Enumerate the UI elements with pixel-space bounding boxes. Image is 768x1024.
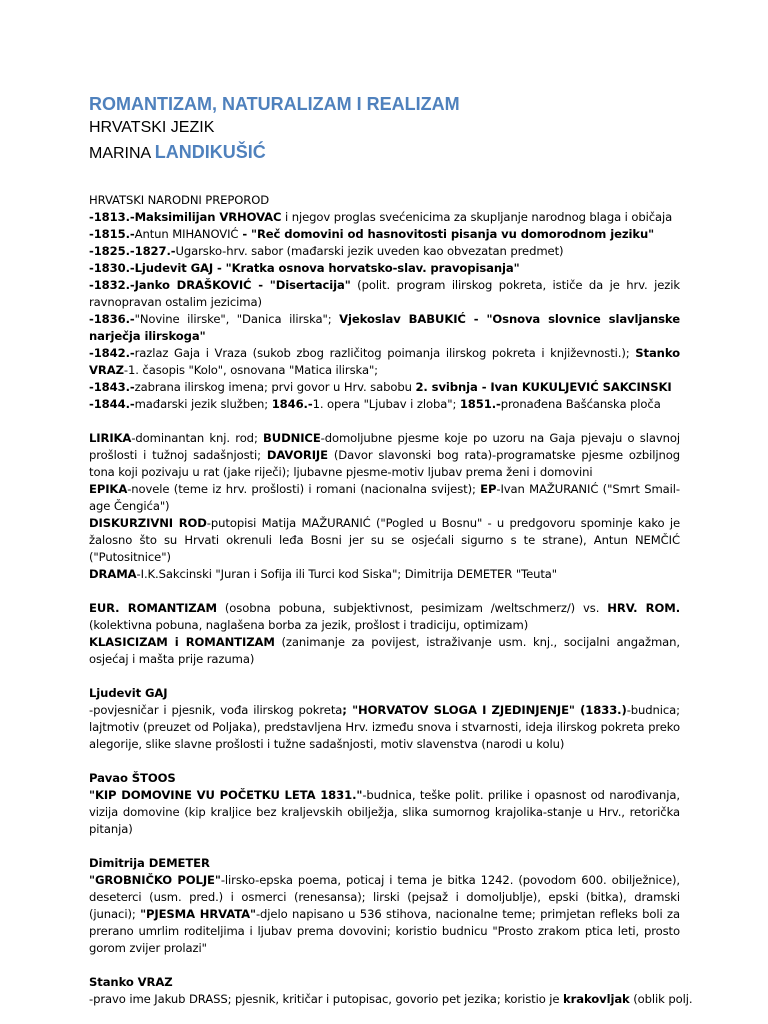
section-preporod <box>89 192 680 413</box>
author-heading: Pavao ŠTOOS <box>89 771 176 785</box>
author-paragraph: -pravo ime Jakub DRASS; pjesnik, kritičar i putopisac, govorio pet jezika; koristio je krakovljak (oblik polj. <box>89 992 693 1006</box>
paragraph-diskurzivni: DISKURZIVNI ROD-putopisi Matija MAŽURANIĆ ("Pogled u Bosnu" - u predgovoru spominje kako je žalosno što su Hrvati okrenuli leđa Bosni jer su se osjećali sigurno s te strane), Antun NEMČIĆ ("Putositnice") <box>89 516 680 564</box>
section-heading: HRVATSKI NARODNI PREPOROD <box>89 193 270 207</box>
author-heading: Ljudevit GAJ <box>89 686 168 700</box>
section-gaj <box>89 685 680 753</box>
author-last-name: LANDIKUŠIĆ <box>154 142 266 162</box>
paragraph-klasicizam: KLASICIZAM i ROMANTIZAM (zanimanje za povijest, istraživanje usm. knj., socijalni angažman, osjećaj i mašta prije razuma) <box>89 635 680 666</box>
author-paragraph: -povjesničar i pjesnik, vođa ilirskog pokreta; "HORVATOV SLOGA I ZJEDINJENJE" (1833.)-budnica; lajtmotiv (preuzet od Poljaka), predstavljena Hrv. između snova i stvarnosti, ideja ilirskog pokreta preko alegorije, slike slavne prošlosti i tužne sadašnjosti, motiv slavenstva (narodi u kolu) <box>89 703 680 751</box>
timeline-entry: -1844.-mađarski jezik služben; 1846.-1. opera "Ljubav i zloba"; 1851.-pronađena Bašćanska ploča <box>89 397 661 411</box>
document-title: ROMANTIZAM, NATURALIZAM I REALIZAM <box>89 94 460 114</box>
paragraph-eur-romantizam: EUR. ROMANTIZAM (osobna pobuna, subjektivnost, pesimizam /weltschmerz/) vs. HRV. ROM. (kolektivna pobuna, naglašena borba za jezik, prošlost i tradiciju, optimizam) <box>89 601 680 632</box>
document-body <box>89 166 693 1008</box>
timeline-entry: -1842.-razlaz Gaja i Vraza (sukob zbog različitog poimanja ilirskog pokreta i književnosti.); Stanko VRAZ-1. časopis "Kolo", osnovana "Matica ilirska"; <box>89 346 680 377</box>
section-vraz <box>89 974 693 1008</box>
section-rodovi <box>89 430 680 583</box>
timeline-entry: -1830.-Ljudevit GAJ - "Kratka osnova horvatsko-slav. pravopisanja" <box>89 261 520 275</box>
section-stoos <box>89 770 680 838</box>
timeline-entry: -1836.-"Novine ilirske", "Danica ilirska"; Vjekoslav BABUKIĆ - "Osnova slovnice slavljanske narječja ilirskoga" <box>89 312 680 343</box>
author-heading: Dimitrija DEMETER <box>89 856 210 870</box>
paragraph-lirika: LIRIKA-dominantan knj. rod; BUDNICE-domoljubne pjesme koje po uzoru na Gaja pjevaju o slavnoj prošlosti i tužnoj sadašnjosti; DAVORIJE (Davor slavonski bog rata)-programatske pjesme ozbiljnog tona koji pozivaju u rat (jake riječi); ljubavne pjesme-motiv ljubav prema ženi i domovini <box>89 431 680 479</box>
timeline-entry: -1843.-zabrana ilirskog imena; prvi govor u Hrv. sabobu 2. svibnja - Ivan KUKULJEVIĆ SAKCINSKI <box>89 380 672 394</box>
paragraph-epika: EPIKA-novele (teme iz hrv. prošlosti) i romani (nacionalna svijest); EP-Ivan MAŽURANIĆ ("Smrt Smail-age Čengića") <box>89 482 681 513</box>
author-line <box>89 140 680 166</box>
author-first-name: MARINA <box>89 145 151 162</box>
document <box>89 92 693 1008</box>
author-heading: Stanko VRAZ <box>89 975 173 989</box>
section-usporedba <box>89 600 680 668</box>
timeline-entry: -1832.-Janko DRAŠKOVIĆ - "Disertacija" (polit. program ilirskog pokreta, ističe da je hrv. jezik ravnopravan ostalim jezicima) <box>89 278 680 309</box>
author-paragraph: "KIP DOMOVINE VU POČETKU LETA 1831."-budnica, teške polit. prilike i opasnost od narođivanja, vizija domovine (kip kraljice bez kraljevskih obilježja, slika sumornog krajolika-stanje u Hrv., retorička pitanja) <box>89 788 680 836</box>
subject-line: HRVATSKI JEZIK <box>89 119 215 136</box>
timeline-entry: -1825.-1827.-Ugarsko-hrv. sabor (mađarski jezik uveden kao obvezatan predmet) <box>89 244 564 258</box>
timeline-entry: -1813.-Maksimilijan VRHOVAC i njegov proglas svećenicima za skupljanje narodnog blaga i običaja <box>89 210 673 224</box>
author-paragraph: "GROBNIČKO POLJE"-lirsko-epska poema, poticaj i tema je bitka 1242. (povodom 600. obilježnice), deseterci (usm. pred.) i osmerci (renesansa); lirski (pejsaž i domoljublje), epski (bitka), dramski (junaci); "PJESMA HRVATA"-djelo napisano u 536 stihova, nacionalne teme; primjetan refleks boli za prerano umrlim roditeljima i ljubav prema dovovini; koristio budnicu "Prosto zrakom ptica leti, prosto gorom zvijer prolazi" <box>89 873 680 955</box>
section-demeter <box>89 855 680 957</box>
paragraph-drama: DRAMA-I.K.Sakcinski "Juran i Sofija ili Turci kod Siska"; Dimitrija DEMETER "Teuta" <box>89 567 558 581</box>
timeline-entry: -1815.-Antun MIHANOVIĆ - "Reč domovini od hasnovitosti pisanja vu domorodnom jeziku" <box>89 227 655 241</box>
